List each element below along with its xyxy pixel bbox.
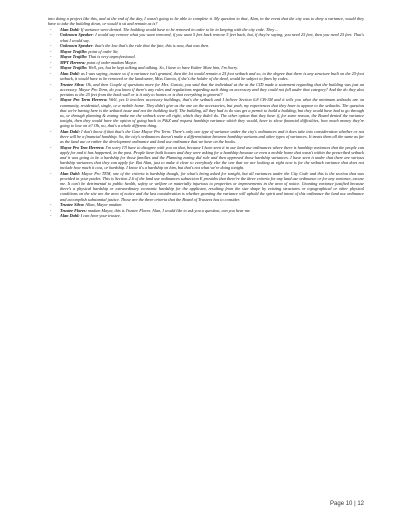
speaker-text: Well, yes, but he kept talking and talking. So, I have to have Esther Mute him, I'm Sorry. bbox=[87, 65, 239, 71]
page-current: 10 bbox=[345, 500, 353, 507]
speaker-name: Alan Dahl: bbox=[60, 70, 80, 76]
transcript-entry bbox=[48, 32, 364, 42]
transcript-entry bbox=[48, 97, 364, 128]
bullet-dash: - bbox=[50, 32, 52, 38]
transcript-entry bbox=[48, 49, 364, 54]
page-label: Page bbox=[330, 500, 345, 507]
bullet-dash: - bbox=[50, 26, 52, 32]
bullet-dash: - bbox=[50, 97, 52, 103]
transcript-entry bbox=[48, 202, 364, 207]
bullet-dash: - bbox=[50, 128, 52, 134]
speaker-name: Trustee Silva: bbox=[60, 202, 85, 208]
speaker-text: Allan, Mayor madam bbox=[84, 202, 122, 208]
speaker-text: Well, yes It involves accessory buildings, that's the setback and I believe Section 6.8 CB-1M and it tells you what the minimum setbacks are on community, residential, single, or a mobile home. They didn't give us the one on the accessories, but yeah, my experiences that they have to appear to the setbacks. The question that we're having here is the setback issue and not the building itself. The building, all they had to do was get a permit to build a building, but they would have had to go through us, or through planning & zoning make me the setback were all right, which they didn't do. The other option that they have if, for some reason, the Board denied the variance tonight, then they would have the option of going back to P&Z and request hardship variance which they would, have to show financial difficulties, how much money they're going to lose on it? Oh, no, that's a whole different thing. bbox=[60, 97, 365, 129]
speaker-name: Alan Dahl: bbox=[60, 128, 80, 134]
speaker-name: Trustee Flores: bbox=[60, 207, 87, 213]
speaker-text: madam Mayor, this is Trustee Flores. Alan, I would like to ask you a question, can you hear me. bbox=[86, 207, 251, 213]
transcript-entry bbox=[48, 54, 364, 59]
speaker-name: Mayor Pro Term Herrera: bbox=[60, 97, 108, 103]
speaker-name: Alan Dahl: bbox=[60, 170, 81, 176]
page-total: 12 bbox=[357, 500, 364, 507]
transcript-entry bbox=[48, 213, 364, 218]
speaker-name: Mayor Pro Tem Herrera: bbox=[60, 144, 105, 150]
speaker-text: point of order Sir, bbox=[87, 48, 119, 54]
speaker-text: : that's the law that's the rule that the fate, this is now, that was then. bbox=[92, 43, 210, 49]
bullet-dash: - bbox=[50, 43, 52, 49]
bullet-dash: - bbox=[50, 59, 52, 65]
transcript-entry bbox=[48, 208, 364, 213]
bullet-dash: - bbox=[50, 144, 52, 150]
transcript-entry bbox=[48, 71, 364, 81]
bullet-dash: - bbox=[50, 48, 52, 54]
speaker-text: I don't know if that that's the Case Mayor Pro Term. There's only one type of variance under the city's ordinances and it does take into consideration whether or not there will be a financial hardship. So, the city's ordinances doesn't make a differentiation between hardship variants and other types of variances. It treats them all the same as far as the land use or rather the development ordinance and land use ordinance that we have on the books. bbox=[60, 128, 364, 145]
transcript-entry bbox=[48, 171, 364, 202]
bullet-dash: - bbox=[50, 170, 52, 176]
transcript-entry bbox=[48, 129, 364, 144]
bullet-dash: - bbox=[50, 213, 52, 219]
transcript-entry bbox=[48, 60, 364, 65]
speaker-text: : I would say remove what you want removed, if you want 5 feet back remove 5 feet back, but, if they're saying, you need 25 feet, then you need 25 feet. That's what I would say. bbox=[60, 32, 364, 43]
speaker-name: Unknown Speaker bbox=[60, 32, 93, 38]
intro-paragraph: into doing a project like this, and at the end of the day, I wasn't going to be able to complete it. My question to that, Alan, in the event that the city was to deny a variance, would they have to take the building down, or would it sit and remain as is? bbox=[48, 16, 364, 27]
speaker-text: point of order madam Mayor. bbox=[85, 59, 137, 65]
speaker-name: Mayor Trujillo: bbox=[60, 48, 88, 54]
speaker-text: If variance were denied. The building would have to be removed in order to be in keeping with the city code. They ... bbox=[79, 26, 279, 32]
speaker-name: Mayor Trujillo: bbox=[60, 54, 88, 60]
speaker-name: Unknown Speaker bbox=[60, 43, 93, 49]
speaker-name: MPT Herrera: bbox=[60, 59, 86, 65]
bullet-dash: - bbox=[50, 207, 52, 213]
transcript-entry bbox=[48, 145, 364, 171]
page-separator: | bbox=[352, 500, 358, 507]
transcript-entry bbox=[48, 27, 364, 32]
bullet-dash: - bbox=[50, 202, 52, 208]
transcript-entries bbox=[48, 27, 364, 218]
transcript-entry bbox=[48, 82, 364, 97]
bullet-dash: - bbox=[50, 70, 52, 76]
speaker-name: Trustee Silva: bbox=[60, 81, 85, 87]
bullet-dash: - bbox=[50, 54, 52, 60]
bullet-dash: - bbox=[50, 65, 52, 71]
bullet-dash: - bbox=[50, 81, 52, 87]
speaker-text: Ok, and then Couple of questions more for Mrs. Garcia, you said that the individual at the at the CID made a statement regarding that the building was just an accessory. Mayor Pro Term, do you know if there's any rules and regulations regarding such thing as accessory and they could not fall under that category? And the do they also pertains to the 25 feet from the back wall or is it only to homes or is that everything in general? bbox=[60, 81, 364, 97]
speaker-text: I'm sorry I'll have to disagree with you on that, because I have seen it in our land use ordinances where there is hardship variances that the people can apply for and it has happened, in the past. People have built houses and they were asking for a hardship because or even a mobile home that wasn't within the prescribed setback and it was going to be a hardship for those families and the Planning zoning did rule and then approved those hardship variances. I have seen it under that there are various hardship variances that they can apply for. But Alan, just to make it clear to everybody else the one that we are looking at right now is for the setback variance that does not include how much it cost, or hardship. I know it's a hardship on him, but that's not what we're doing tonight. bbox=[60, 144, 364, 171]
speaker-text: Mayor Pro TEM, one of the criteria is hardship though, for what's being asked for tonight, but all variances under the City Code and this is the section that was provided in your packet. This is Section 2.6 of the land use ordinances subsection E provides that there're the three criteria for any land use ordinance or for any variance, excuse me. It can't be detrimental to public health, safety or welfare or materially injurious to properties or improvements in the area of notice. Granting variance justified because there's a physical hardship or extraordinary economic hardship for the applicant, resulting from the size shape by existing structures or topographical or other physical conditions on the site are the area of notice and the last consideration is whether granting the variance will uphold the spirit and intent of this ordinance the land use ordinance and accomplish substantial justice. Those are the three criteria that the Board of Trustees has to consider. bbox=[60, 170, 364, 202]
page-footer bbox=[330, 502, 364, 507]
speaker-name: Mayor Trujillo: bbox=[60, 65, 88, 71]
transcript-entry bbox=[48, 43, 364, 48]
speaker-name: Alan Dahl: bbox=[60, 26, 80, 32]
transcript-entry bbox=[48, 65, 364, 70]
speaker-name: Alan Dahl: bbox=[60, 213, 80, 219]
speaker-text: That is very unprofessional. bbox=[87, 54, 136, 60]
speaker-text: as I was saying, trustee so if a variance isn't granted, then the lot would remain a 25 foot setback and so, to the degree that there is any structure built on the 25-foot setback, it would have to be removed or the landowner, Miss Garcia, if she's the holder of the deed, would be subject to fines by codes. bbox=[60, 70, 364, 82]
speaker-text: I can hear your trustee. bbox=[79, 213, 121, 219]
